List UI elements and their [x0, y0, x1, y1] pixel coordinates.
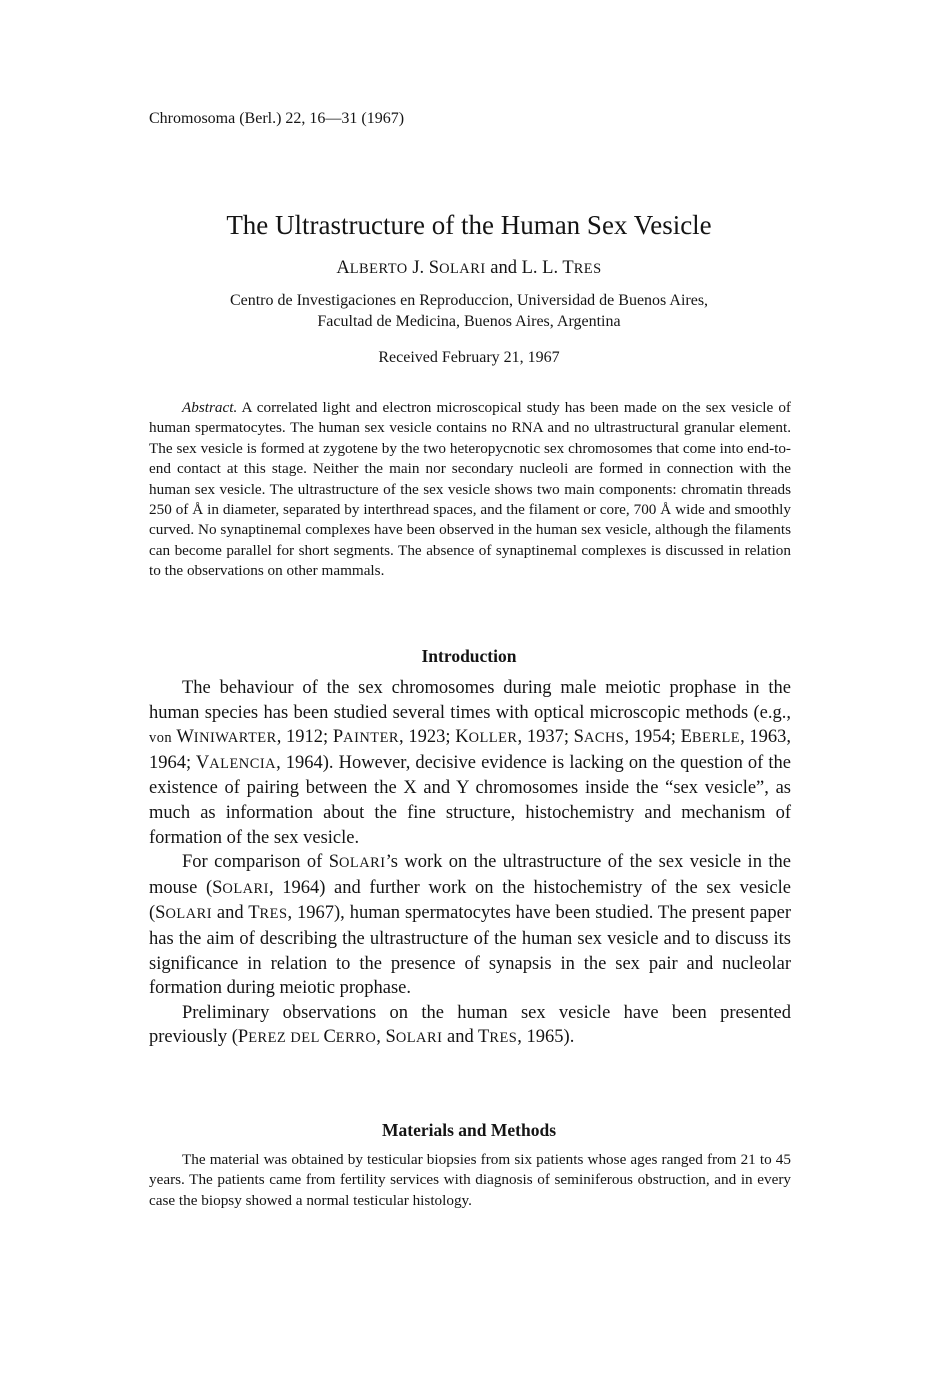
affiliation-line: Centro de Investigaciones en Reproduccion, Universidad de Buenos Aires, — [229, 292, 709, 309]
citation: T — [248, 903, 260, 924]
text-run: , 1967), human spermatocytes have been studied. The present paper has the aim of describing the ultrastructure of the human sex vesicle and to discuss its significance in relation to the presence of synapsis in the sex pair and nucleolar formation during meiotic prophase. — [149, 903, 791, 999]
citation: S — [573, 727, 584, 748]
author-line — [0, 258, 938, 279]
text-run: , 1963, 1964; — [149, 727, 792, 773]
citation: OLLER — [468, 730, 518, 747]
text-run: Preliminary observations on the human sex vesicle have been presented previously ( — [149, 1002, 791, 1048]
author-surname: T — [562, 258, 574, 278]
citation: RES — [489, 1030, 518, 1047]
citation: V — [195, 752, 210, 773]
citation: P — [237, 1027, 249, 1048]
citation: OLARI — [222, 880, 269, 897]
section-heading-methods: Materials and Methods — [381, 1120, 557, 1140]
author-surname: S — [428, 258, 440, 278]
citation: W — [176, 727, 194, 748]
citation: C — [323, 1027, 336, 1048]
citation: OLARI — [395, 1030, 443, 1047]
received-date: Received February 21, 1967 — [378, 349, 560, 366]
abstract-label: Abstract. — [182, 399, 238, 416]
citation: BERLE — [691, 730, 741, 747]
citation: S — [328, 852, 340, 873]
section-heading-introduction: Introduction — [421, 646, 517, 666]
citation: S — [155, 903, 166, 924]
citation: RES — [259, 906, 288, 923]
text-run: The behaviour of the sex chromosomes during male meiotic prophase in the human species has been studied several times with optical microscopic methods (e.g., — [149, 678, 791, 723]
affiliation-line: Facultad de Medicina, Buenos Aires, Argentina — [317, 313, 621, 330]
text-run: and — [442, 1027, 479, 1048]
paragraph — [149, 1001, 791, 1051]
citation: von — [149, 730, 177, 747]
author-initial: J. — [407, 258, 429, 278]
text-run: , 1964). However, decisive evidence is lacking on the question of the existence of pairing between the X and Y chromosomes inside the “sex vesicle”, as much as information about the fine structure, histochemistry and mechanism of formation of the sex vesicle. — [149, 752, 791, 848]
text-run: , — [376, 1027, 386, 1048]
author-conjunction: and L. L. — [485, 258, 563, 278]
citation: AINTER — [343, 730, 400, 747]
text-run: , 1912; — [276, 727, 333, 748]
abstract — [149, 398, 791, 582]
citation: K — [455, 727, 469, 748]
citation: T — [478, 1027, 490, 1048]
introduction-body — [149, 676, 791, 1051]
citation: INIWARTER — [193, 730, 277, 747]
text-run: For comparison of — [182, 852, 329, 873]
citation: S — [385, 1027, 396, 1048]
abstract-text: A correlated light and electron microscopical study has been made on the sex vesicle of human spermatocytes. The human sex vesicle contains no RNA and no ultrastructural granular element. The sex vesicle is formed at zygotene by the two heteropycnotic sex chromosomes that come into end-to-end contact at this stage. Neither the main nor secondary nucleoli are formed in connection with the human sex vesicle. The ultrastructure of the sex vesicle shows two main components: chromatin threads 250 of Å in diameter, separated by interthread spaces, and the filament or core, 700 Å wide and smoothly curved. No synaptinemal complexes have been observed in the human sex vesicle, although the filaments can become parallel for short segments. The absence of synaptinemal complexes is discussed in relation to the observations on other mammals. — [149, 399, 791, 580]
citation: E — [680, 727, 692, 748]
text-run: and — [212, 903, 249, 924]
text-run: , 1923; — [399, 727, 456, 748]
text-run: , 1965). — [517, 1027, 575, 1048]
citation: ALENCIA — [209, 755, 277, 772]
text-run: , 1937; — [517, 727, 574, 748]
text-run: , 1954; — [624, 727, 681, 748]
author-name: LBERTO — [349, 261, 408, 277]
methods-paragraph: The material was obtained by testicular biopsies from six patients whose ages ranged from 21 to 45 years. The patients came from fertility services with diagnosis of seminiferous obstruction, and in every case the biopsy showed a normal testicular histology. — [149, 1151, 791, 1209]
text-run: ’s work on the ultrastructure of the sex vesicle in the mouse ( — [149, 852, 791, 898]
author-surname: RES — [573, 261, 602, 277]
citation: EREZ DEL — [248, 1030, 324, 1047]
author-name: A — [336, 258, 350, 278]
citation: ACHS — [583, 730, 625, 747]
author-surname: OLARI — [439, 261, 486, 277]
citation: ERRO — [335, 1030, 377, 1047]
article-title: The Ultrastructure of the Human Sex Vesicle — [226, 210, 712, 240]
paragraph — [149, 676, 791, 850]
citation: P — [332, 727, 344, 748]
citation: OLARI — [339, 855, 386, 872]
journal-citation: Chromosoma (Berl.) 22, 16—31 (1967) — [149, 110, 405, 127]
text-run: , 1964) and further work on the histochemistry of the sex vesicle ( — [149, 877, 791, 924]
citation: S — [212, 877, 223, 898]
affiliation — [0, 290, 938, 332]
citation: OLARI — [165, 906, 213, 923]
paragraph — [149, 850, 791, 1001]
